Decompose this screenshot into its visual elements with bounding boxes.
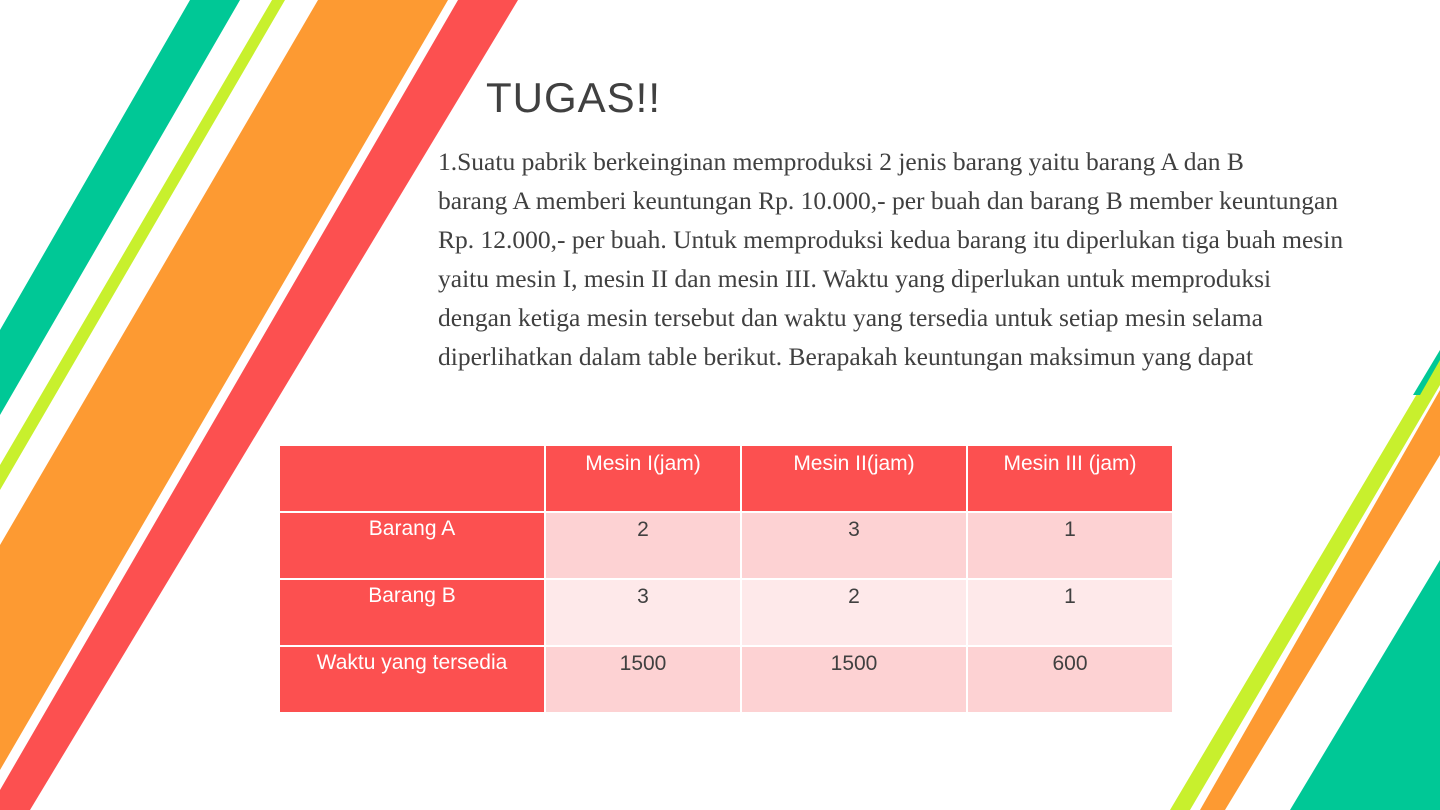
paragraph-line: 1.Suatu pabrik berkeinginan memproduksi 2 jenis barang yaitu barang A dan B [438,147,1244,176]
table-cell: 1500 [741,646,967,713]
row-label: Barang A [279,512,545,579]
table-cell: 600 [967,646,1173,713]
paragraph-line: dengan ketiga mesin tersebut dan waktu yang tersedia untuk setiap mesin selama [438,303,1263,332]
table-cell: 1500 [545,646,741,713]
table-row [279,646,1173,713]
table-cell: 3 [741,512,967,579]
table-cell: 2 [741,579,967,646]
table-header-corner [279,445,545,512]
table-row [279,579,1173,646]
paragraph-line: Rp. 12.000,- per buah. Untuk memproduksi kedua barang itu diperlukan tiga buah mesin [438,225,1344,254]
table-row [279,512,1173,579]
table-cell: 2 [545,512,741,579]
table-header-mesin-1: Mesin I(jam) [545,445,741,512]
row-label: Barang B [279,579,545,646]
table-cell: 3 [545,579,741,646]
problem-paragraph [438,142,1440,376]
table-cell: 1 [967,579,1173,646]
row-label: Waktu yang tersedia [279,646,545,713]
table-header-mesin-2: Mesin II(jam) [741,445,967,512]
paragraph-line: diperlihatkan dalam table berikut. Berapakah keuntungan maksimun yang dapat [438,342,1254,371]
table-header-mesin-3: Mesin III (jam) [967,445,1173,512]
slide-title: TUGAS!! [486,74,662,121]
paragraph-line: barang A memberi keuntungan Rp. 10.000,- per buah dan barang B member keuntungan [438,186,1339,215]
table-cell: 1 [967,512,1173,579]
machine-time-table [278,444,1174,714]
paragraph-line: yaitu mesin I, mesin II dan mesin III. Waktu yang diperlukan untuk memproduksi [438,264,1272,293]
table-header-row [279,445,1173,512]
